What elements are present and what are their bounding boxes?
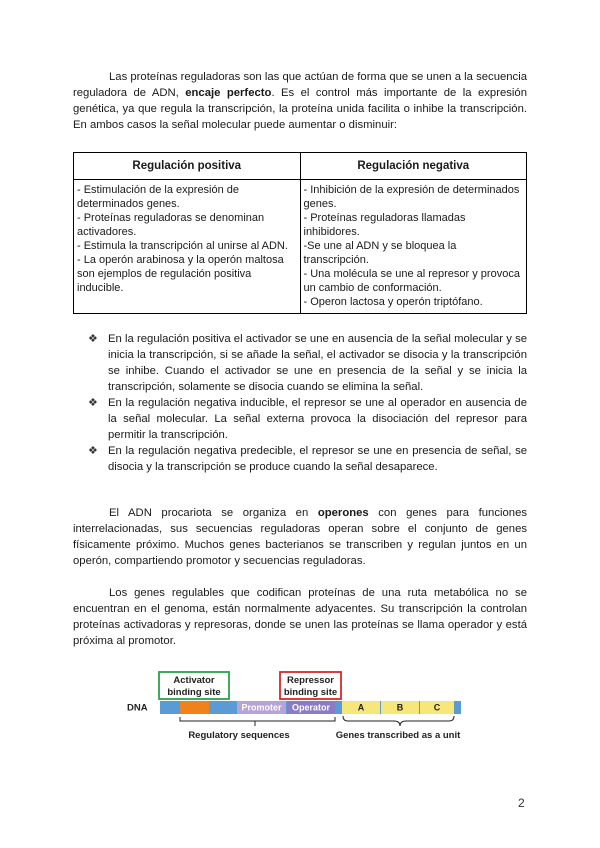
negative-item: - Una molécula se une al represor y provoca un cambio de conformación. [303,268,520,294]
genes-unit-bracket [343,716,454,726]
genes-paragraph: Los genes regulables que codifican proteínas de una ruta metabólica no se encuentran en el genoma, están normalmente adyacentes. Su transcripción la controlan proteínas activadoras y represoras, donde se unen las proteínas se llama operador y está próxima al promotor. [73,587,527,647]
bullet-item [88,443,527,475]
dna-label: DNA [127,702,148,714]
negative-item: - Operon lactosa y operón triptófano. [303,296,483,308]
negative-regulation-cell [300,180,527,314]
intro-text-start: Las proteínas reguladoras son las que actúan de forma que se unen a la secuencia reguladora de ADN, [73,71,527,99]
repressor-label-line2: binding site [283,687,338,698]
repressor-label-line1: Repressor [287,675,334,686]
bullet-item [88,395,527,443]
positive-item: - Estimulación de la expresión de determinados genes. [77,184,240,210]
promoter-label: Promoter [241,702,282,713]
header-positive: Regulación positiva [74,153,301,180]
page-number: 2 [518,796,525,810]
intro-paragraph [73,69,527,133]
negative-item: - Proteínas reguladoras llamadas inhibidores. [303,212,466,238]
operon-paragraph [73,505,527,569]
negative-item: -Se une al ADN y se bloquea la transcripción. [303,240,457,266]
activator-label-line1: Activator [173,675,215,686]
activator-label-line2: binding site [167,687,221,698]
gene-a-label: A [357,702,365,713]
regulatory-bracket [180,717,335,726]
gene-c-label: C [433,702,441,713]
diamond-bullet-icon: ❖ [88,445,98,457]
operator-label: Operator [291,702,331,713]
operon-text-end: con genes para funciones interrelacionadas, sus secuencias reguladoras operan sobre el conjunto de genes físicamente próximo. Muchos genes bacterianos se transcriben y regulan juntos en un operón, compartiendo promotor y secuencias reguladoras. [73,507,527,567]
operon-bold-term: operones [317,507,369,519]
operon-diagram [125,668,470,748]
gene-b-label: B [396,702,404,713]
intro-text-end: . Es el control más importante de la expresión genética, ya que regula la transcripción, la proteína unida facilita o inhibe la transcripción. En ambos casos la señal molecular puede aumentar o disminuir: [73,87,527,131]
positive-item: - Estimula la transcripción al unirse al ADN. [77,240,288,252]
genes-unit-label: Genes transcribed as a unit [335,730,461,741]
regulation-table [73,152,527,314]
regulatory-sequences-label: Regulatory sequences [188,730,290,741]
bullet-text: En la regulación positiva el activador se une en ausencia de la señal molecular y se inicia la transcripción, si se añade la señal, el activador se disocia y la transcripción se inhibe. Cuando el activador se une en presencia de la señal y se inicia la transcripción, solamente se disocia cuando se elimina la señal. [108,333,527,393]
operon-text-start: El ADN procariota se organiza en [109,507,318,519]
header-negative: Regulación negativa [300,153,527,180]
positive-item: - La operón arabinosa y la operón maltosa son ejemplos de regulación positiva inducible. [77,254,284,294]
bullet-item [88,331,527,395]
bullet-text: En la regulación negativa predecible, el represor se une en presencia de señal, se disocia y la transcripción se produce cuando la señal desaparece. [108,445,527,473]
diamond-bullet-icon: ❖ [88,397,98,409]
bullet-list [88,331,527,475]
positive-item: - Proteínas reguladoras se denominan activadores. [77,212,265,238]
activator-binding-site [180,701,209,714]
negative-item: - Inhibición de la expresión de determinados genes. [303,184,520,210]
diamond-bullet-icon: ❖ [88,333,98,345]
positive-regulation-cell [74,180,301,314]
intro-bold-term: encaje perfecto [185,87,272,99]
bullet-text: En la regulación negativa inducible, el represor se une al operador en ausencia de la señal molecular. La señal externa provoca la disociación del represor para permitir la transcripción. [108,397,527,441]
